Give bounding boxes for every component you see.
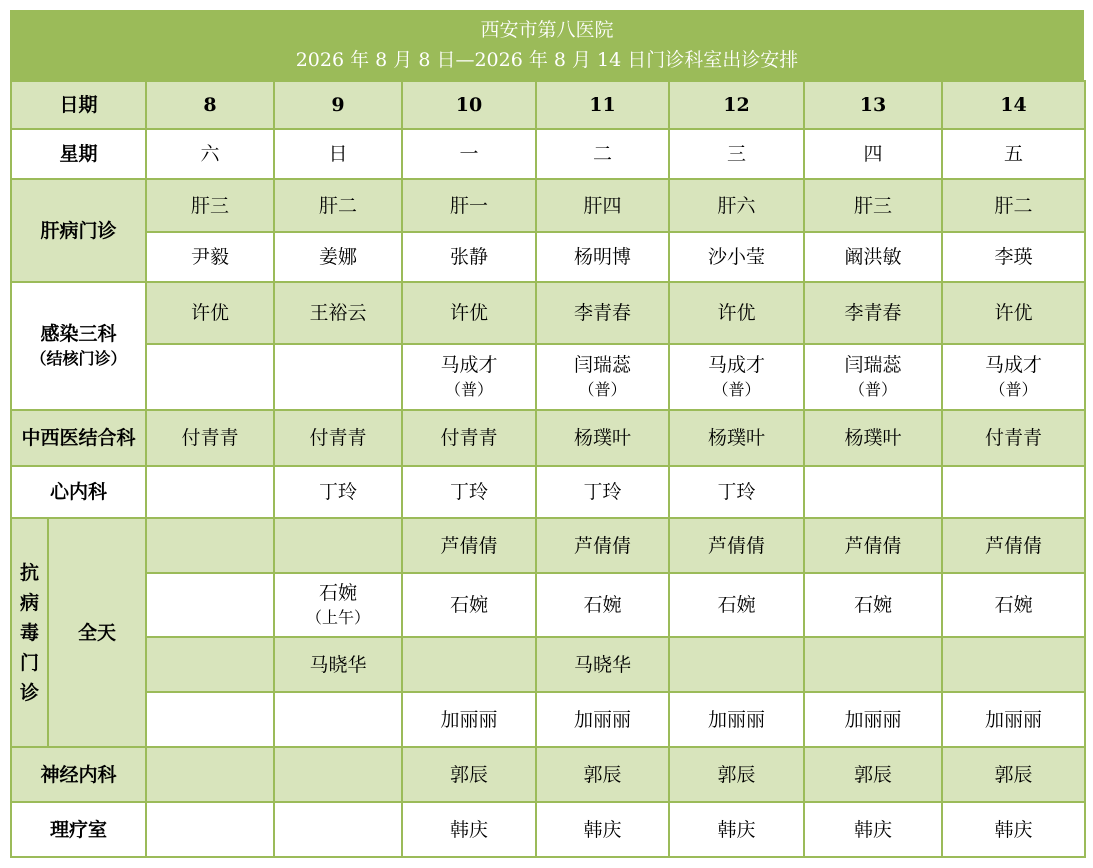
doctor-name: 石婉 <box>854 594 893 616</box>
doctor-cell <box>804 344 942 410</box>
doctor-cell <box>274 573 402 637</box>
doctor-cell: 许优 <box>146 282 274 344</box>
antiviral-row-4 <box>11 692 1085 747</box>
doctor-cell <box>146 692 274 747</box>
liver-doctor-row <box>11 232 1085 282</box>
doctor-cell <box>536 573 669 637</box>
doctor-cell <box>274 344 402 410</box>
doctor-cell <box>536 344 669 410</box>
date-cell: 12 <box>669 81 804 129</box>
infection-dept-sublabel: （结核门诊） <box>30 349 127 368</box>
doctor-cell <box>146 573 274 637</box>
doctor-cell <box>146 466 274 518</box>
doctor-cell: 杨璞叶 <box>536 410 669 466</box>
liver-ward-row <box>11 179 1085 232</box>
doctor-name: 闫瑞蕊 <box>844 354 902 376</box>
doctor-cell: 沙小莹 <box>669 232 804 282</box>
antiviral-label-char: 病 <box>19 591 39 614</box>
doctor-name: 马成才 <box>985 354 1043 376</box>
doctor-cell <box>669 573 804 637</box>
doctor-cell: 许优 <box>942 282 1085 344</box>
doctor-name: 石婉 <box>583 594 622 616</box>
neuro-row <box>11 747 1085 802</box>
doctor-name: 石婉 <box>319 582 358 604</box>
tcm-dept-label: 中西医结合科 <box>11 410 146 466</box>
doctor-cell: 芦倩倩 <box>536 518 669 573</box>
doctor-cell: 许优 <box>402 282 536 344</box>
doctor-cell: 郭辰 <box>804 747 942 802</box>
doctor-name: 石婉 <box>450 594 489 616</box>
doctor-cell: 张静 <box>402 232 536 282</box>
doctor-note: （普） <box>712 380 761 399</box>
antiviral-label-char: 抗 <box>19 561 39 584</box>
cardio-dept-label: 心内科 <box>11 466 146 518</box>
neuro-dept-label: 神经内科 <box>11 747 146 802</box>
doctor-cell <box>274 747 402 802</box>
doctor-cell: 付青青 <box>146 410 274 466</box>
doctor-cell <box>804 637 942 692</box>
doctor-cell: 姜娜 <box>274 232 402 282</box>
doctor-cell: 李青春 <box>536 282 669 344</box>
liver-clinic-label: 肝病门诊 <box>11 179 146 282</box>
doctor-cell: 杨璞叶 <box>669 410 804 466</box>
doctor-cell: 马晓华 <box>536 637 669 692</box>
doctor-note: （上午） <box>306 608 371 627</box>
cardio-row <box>11 466 1085 518</box>
doctor-note: （普） <box>445 380 494 399</box>
doctor-cell <box>274 518 402 573</box>
hospital-name: 西安市第八医院 <box>480 19 614 41</box>
doctor-cell: 芦倩倩 <box>402 518 536 573</box>
doctor-cell: 芦倩倩 <box>669 518 804 573</box>
doctor-cell <box>146 344 274 410</box>
date-label: 日期 <box>11 81 146 129</box>
doctor-cell: 加丽丽 <box>402 692 536 747</box>
doctor-cell <box>146 802 274 857</box>
antiviral-label-char: 诊 <box>19 681 39 704</box>
ward-cell: 肝一 <box>402 179 536 232</box>
infection-dept-name: 感染三科 <box>40 323 117 345</box>
doctor-cell <box>402 637 536 692</box>
weekday-row <box>11 129 1085 179</box>
doctor-cell: 郭辰 <box>942 747 1085 802</box>
physio-row <box>11 802 1085 857</box>
doctor-note: （普） <box>578 380 627 399</box>
date-row <box>11 81 1085 129</box>
doctor-cell <box>804 466 942 518</box>
doctor-cell: 丁玲 <box>274 466 402 518</box>
doctor-cell <box>274 802 402 857</box>
doctor-cell <box>146 637 274 692</box>
date-cell: 10 <box>402 81 536 129</box>
weekday-cell: 四 <box>804 129 942 179</box>
date-cell: 9 <box>274 81 402 129</box>
schedule-table <box>10 80 1086 858</box>
doctor-cell <box>942 466 1085 518</box>
antiviral-label-char: 门 <box>19 651 39 674</box>
doctor-name: 马成才 <box>708 354 766 376</box>
doctor-cell: 韩庆 <box>402 802 536 857</box>
doctor-cell: 丁玲 <box>536 466 669 518</box>
doctor-cell: 芦倩倩 <box>942 518 1085 573</box>
doctor-cell <box>274 692 402 747</box>
doctor-cell: 阚洪敏 <box>804 232 942 282</box>
ward-cell: 肝二 <box>274 179 402 232</box>
weekday-label: 星期 <box>11 129 146 179</box>
doctor-name: 石婉 <box>994 594 1033 616</box>
doctor-cell: 韩庆 <box>942 802 1085 857</box>
doctor-cell: 杨璞叶 <box>804 410 942 466</box>
ward-cell: 肝四 <box>536 179 669 232</box>
doctor-cell: 付青青 <box>274 410 402 466</box>
doctor-cell: 韩庆 <box>804 802 942 857</box>
doctor-cell <box>942 637 1085 692</box>
doctor-name: 石婉 <box>717 594 756 616</box>
doctor-name: 马成才 <box>440 354 498 376</box>
doctor-cell <box>146 518 274 573</box>
doctor-cell: 韩庆 <box>669 802 804 857</box>
doctor-cell <box>146 747 274 802</box>
doctor-cell <box>402 573 536 637</box>
doctor-cell <box>942 344 1085 410</box>
doctor-cell: 加丽丽 <box>669 692 804 747</box>
doctor-cell: 丁玲 <box>669 466 804 518</box>
doctor-cell: 李瑛 <box>942 232 1085 282</box>
ward-cell: 肝六 <box>669 179 804 232</box>
antiviral-label-char: 毒 <box>19 621 39 644</box>
weekday-cell: 三 <box>669 129 804 179</box>
antiviral-period-label: 全天 <box>48 518 146 747</box>
doctor-cell: 王裕云 <box>274 282 402 344</box>
physio-dept-label: 理疗室 <box>11 802 146 857</box>
ward-cell: 肝三 <box>804 179 942 232</box>
doctor-cell: 加丽丽 <box>804 692 942 747</box>
infection-row-2 <box>11 344 1085 410</box>
doctor-cell: 许优 <box>669 282 804 344</box>
doctor-cell: 杨明博 <box>536 232 669 282</box>
date-cell: 14 <box>942 81 1085 129</box>
doctor-cell <box>402 344 536 410</box>
doctor-cell: 郭辰 <box>536 747 669 802</box>
doctor-cell: 马晓华 <box>274 637 402 692</box>
antiviral-row-3 <box>11 637 1085 692</box>
weekday-cell: 一 <box>402 129 536 179</box>
doctor-cell: 韩庆 <box>536 802 669 857</box>
infection-row-1 <box>11 282 1085 344</box>
doctor-cell <box>942 573 1085 637</box>
doctor-cell: 郭辰 <box>669 747 804 802</box>
weekday-cell: 五 <box>942 129 1085 179</box>
doctor-cell: 郭辰 <box>402 747 536 802</box>
weekday-cell: 二 <box>536 129 669 179</box>
antiviral-row-2 <box>11 573 1085 637</box>
doctor-cell: 丁玲 <box>402 466 536 518</box>
date-cell: 11 <box>536 81 669 129</box>
schedule-sheet <box>10 10 1084 858</box>
doctor-cell <box>804 573 942 637</box>
doctor-cell: 尹毅 <box>146 232 274 282</box>
doctor-cell: 芦倩倩 <box>804 518 942 573</box>
doctor-cell: 付青青 <box>402 410 536 466</box>
doctor-cell <box>669 637 804 692</box>
ward-cell: 肝二 <box>942 179 1085 232</box>
page-title <box>10 10 1084 80</box>
date-cell: 13 <box>804 81 942 129</box>
doctor-name: 闫瑞蕊 <box>574 354 632 376</box>
doctor-cell: 加丽丽 <box>942 692 1085 747</box>
tcm-row <box>11 410 1085 466</box>
ward-cell: 肝三 <box>146 179 274 232</box>
doctor-cell: 付青青 <box>942 410 1085 466</box>
doctor-note: （普） <box>989 380 1038 399</box>
doctor-cell: 李青春 <box>804 282 942 344</box>
doctor-cell: 加丽丽 <box>536 692 669 747</box>
weekday-cell: 六 <box>146 129 274 179</box>
antiviral-row-1 <box>11 518 1085 573</box>
doctor-note: （普） <box>849 380 898 399</box>
infection-dept-label <box>11 282 146 410</box>
antiviral-clinic-label <box>11 518 48 747</box>
schedule-period: 2026 年 8 月 8 日—2026 年 8 月 14 日门诊科室出诊安排 <box>295 49 799 71</box>
date-cell: 8 <box>146 81 274 129</box>
doctor-cell <box>669 344 804 410</box>
weekday-cell: 日 <box>274 129 402 179</box>
